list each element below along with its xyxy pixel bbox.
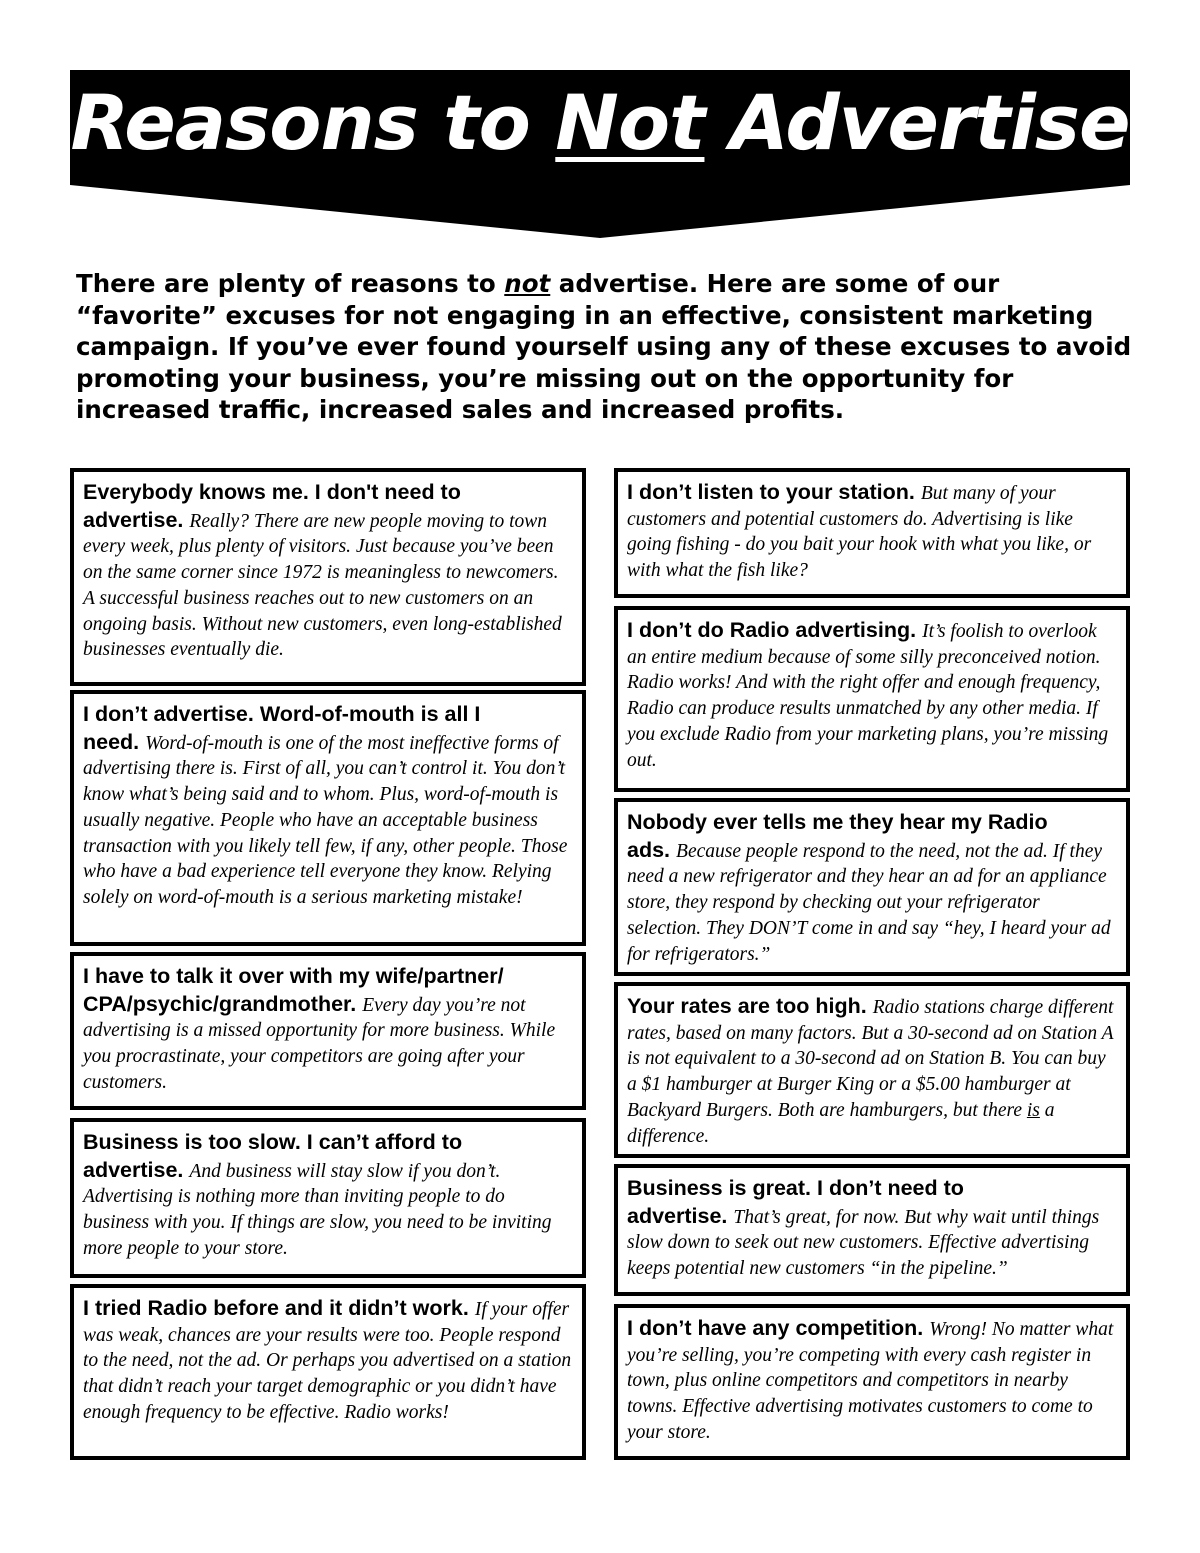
excuse-box — [70, 468, 586, 686]
excuse-rebuttal: Word-of-mouth is one of the most ineffective forms of advertising there is. First of all, you can’t control it. You don’t know what’s being said and to whom. Plus, word-of-mouth is usually negative. People who have an acceptable business transaction with you likely tell few, if any, other people. Those who have a bad experience tell everyone they know. Relying solely on word-of-mouth is a serious marketing mistake! — [83, 732, 568, 908]
title-emphasis: Not — [555, 78, 705, 167]
excuse-box — [614, 982, 1130, 1158]
excuse-heading: Your rates are too high. — [627, 994, 867, 1018]
excuse-rebuttal: Wrong! No matter what you’re selling, you’re competing with every cash register in town, plus online competitors and competitors in nearby towns. Effective advertising motivates customers to come to your store. — [627, 1319, 1114, 1443]
excuse-heading: I don’t advertise. Word-of-mouth is all I need. — [83, 702, 481, 754]
excuse-box — [614, 798, 1130, 976]
excuse-box — [70, 1118, 586, 1278]
intro-paragraph: There are plenty of reasons to not advertise. Here are some of our “favorite” excuses for not engaging in an effective, consistent marketing campaign. If you’ve ever found yourself using any of these excuses to avoid promoting your business, you’re missing out on the opportunity for increased traffic, increased sales and increased profits. — [76, 269, 1132, 424]
title-banner — [70, 70, 1130, 238]
excuse-rebuttal: That’s great, for now. But why wait until things slow down to seek out new customers. Effective advertising keeps potential new customers “in the pipeline.” — [627, 1206, 1100, 1280]
excuse-rebuttal: If your offer was weak, chances are your results were too. People respond to the need, not the ad. Or perhaps you advertised on a station that didn’t reach your target demographic or you didn’t have enough frequency to be effective. Radio works! — [83, 1299, 572, 1423]
page-title: Reasons to Not Advertise — [70, 78, 1130, 167]
excuse-heading: I have to talk it over with my wife/partner/ CPA/psychic/grandmother. — [83, 964, 504, 1016]
excuse-box — [70, 690, 586, 946]
excuse-rebuttal: Because people respond to the need, not the ad. If they need a new refrigerator and they hear an ad for an appliance store, they respond by checking out your refrigerator selection. They DON’T come in and say “hey, I heard your ad for refrigerators.” — [627, 840, 1111, 965]
excuse-heading: I don’t have any competition. — [627, 1316, 924, 1340]
excuse-box — [614, 1164, 1130, 1296]
emphasis-is: is — [1026, 1099, 1040, 1121]
excuse-rebuttal: Radio stations charge different rates, based on many factors. But a 30-second ad on Station A is not equivalent to a 30-second ad on Station B. You can buy a $1 hamburger at Burger King or a $5.00 hamburger at Backyard Burgers. Both are hamburgers, but there is a difference. — [627, 997, 1114, 1147]
excuse-rebuttal: It’s foolish to overlook an entire medium because of some silly preconceived notion. Radio works! And with the right offer and enough frequency, Radio can produce results unmatched by any other media. If you exclude Radio from your marketing plans, you’re missing out. — [627, 621, 1109, 771]
excuse-rebuttal: Really? There are new people moving to town every week, plus plenty of visitors. Just because you’ve been on the same corner since 1972 is meaningless to newcomers. A successful business reaches out to new customers on an ongoing basis. Without new customers, even long-established businesses eventually die. — [83, 510, 562, 661]
intro-emphasis: not — [504, 269, 551, 298]
excuse-heading: I don’t do Radio advertising. — [627, 618, 917, 642]
excuse-heading: Business is great. I don’t need to advertise. — [627, 1176, 964, 1228]
excuse-heading: I tried Radio before and it didn’t work. — [83, 1296, 469, 1320]
excuse-heading: I don’t listen to your station. — [627, 480, 915, 504]
excuse-box — [614, 1304, 1130, 1460]
excuse-heading: Nobody ever tells me they hear my Radio ads. — [627, 810, 1048, 862]
excuse-rebuttal: But many of your customers and potential customers do. Advertising is like going fishing - do you bait your hook with what you like, or with what the fish like? — [627, 483, 1092, 582]
excuse-rebuttal: Every day you’re not advertising is a missed opportunity for more business. While you procrastinate, your competitors are going after your customers. — [83, 994, 556, 1093]
excuse-box — [614, 468, 1130, 598]
excuse-box — [70, 952, 586, 1110]
excuse-rebuttal: And business will stay slow if you don’t. Advertising is nothing more than inviting people to do business with you. If things are slow, you need to be inviting more people to your store. — [83, 1160, 552, 1259]
excuse-box — [614, 606, 1130, 792]
excuse-heading: Business is too slow. I can’t afford to advertise. — [83, 1130, 463, 1182]
excuse-box — [70, 1284, 586, 1460]
excuse-heading: Everybody knows me. I don't need to advertise. — [83, 480, 461, 532]
